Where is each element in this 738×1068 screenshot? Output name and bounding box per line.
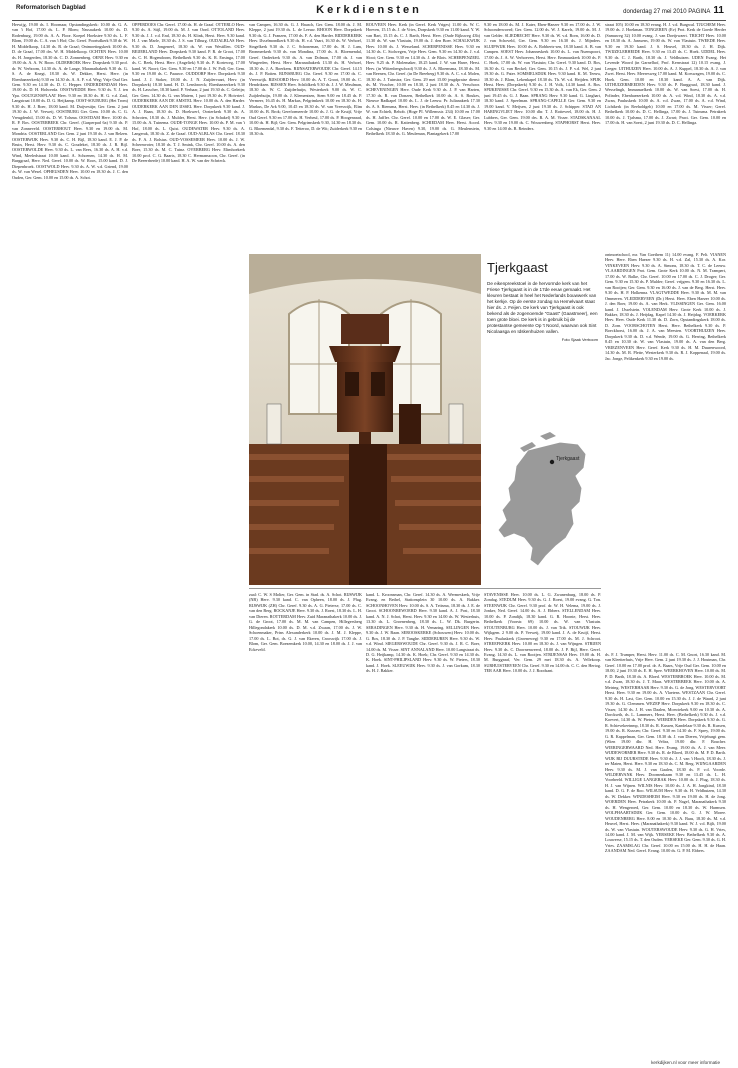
location-marker-icon bbox=[550, 460, 554, 464]
listing-column-3 bbox=[249, 22, 362, 252]
page-number: 11 bbox=[713, 5, 724, 16]
netherlands-map bbox=[486, 388, 596, 583]
listing-text: straat 105) 10.00 en 18.30 evang. H. J. v.d. Burgwal. TJUCHEM Herv. 19.00 ds. J. Hoekman. TONGEREN (Ev) Prot. Kerk de Goede Herder (Samuweg 32) 10.00 evang. J. van Doeijrwaert. TRICHT Herv. 10.00 en 18.30 ds. A. Janssens, 19.00 ds. W. van Vlastuin. TWEEDE Herv. 9.30 en 19.30 kand. J. S. Heuvel, 18.30 ds. J. H. Dijk. TWIJZELERHEIDE Herv. 9.30 en 13.45 ds. C. Hoek. UDDEL Herv. 9.30 ds. C. J. Barth, 18.30 ds. J. Veldhuizen. UDEN Evang. Het Levende Woord (in Garnelhof, Prof. Kernstraat 12) 10.15 evang. J. Leeger. UITHUIZEN Herv. 10.00 ds. A. J. Kuppel, 18.30 ds. A. J. van Zwet. Herst. Herv. Meeresweg 17.00 kand. M. Korswagen, 19.00 ds. C. Hoek. Gem. 10.00 en 18.30 kand. A. A. van Dijk. UITHUIZERMEEDEN Herv. 9.30 ds. P. Burggraaf, 18.30 kand. J. Wesselingh, Immanuelkerk 10.00 ds. W. van Soest, 17.00 ds. H. Polinder, Ebenhaezerkerk 10.00 ds. A. v.d. Wind, 18.30 ds. A. v.d. Zwan, Pauluskerk 10.00 ds. A. v.d. Zwan, 17.00 ds. A. v.d. Wind, Lichtkerk (in Reeholdgeh) 10.00 en 17.00 ds. M. Visser; Geref. Bethelkerk 10.00 ds. D. C. Hellinga, 17.00 ds. J. Tuinsma. Petrakerk 10.00 ds. J. Tjalsma, 17.00 ds. J. Zwart; Pract. Ger. Gem. 10.00 en 17.00 ds. H. van Soest, 2 juni 19.30 ds. D. C. Hellinga. bbox=[605, 22, 726, 126]
listing-column-2 bbox=[132, 22, 245, 1052]
section-divider bbox=[249, 588, 601, 589]
listing-text: ontmoetschool, mr. Van Goethem 11) 14.00 evang. F. Pelt. VIANEN Herv. Herv. Eben Haezer 9.30 ds. H. v.d. Zal, 15.30 ds. A. Kor. VINKEVEEN Herv. 9.30 ds. A. Simons, 18.30 ds. T. C. de Leeuw. VLAARDINGEN Prot. Gem. Grote Kerk 10.00 ds. N. M. Trampert, 17.00 ds. W. Balke, Chr. Geref. 10.00 en 17.00 ds. C. J. Droger; Ger. Gem. 9.30 en 15.30 ds. P. Mulder; Geref. vrijgem. 9.30 en 16.30 ds. L. van Rooijen; Ger. Gem. 9.30 en 16.00 ds. J. van de Berg. Herst. Herv. 9.30 ds. H. P. Holkenna. VLAGTWEDDE Herv. 9.30 ds. M. M. van Ommeren. VLEDDERVEEN (Dr.) Herst. Herv. Eben Haezer 10.00 ds. J. den Boer, 19.00 ds. A. van Herk. VLISSINGEN Ger. Gem. 16.00 kand. J. IJsselstein. VOLENDAM Herv. Grote Kerk 10.00 ds. J. Bakker, 18.30 ds. J. Heijdag, Kapel 14.30 ds. J. Heijdag. VOERKERK Herv. Herv. Oude Kerk 11.30 ds. D. Zorn, Opstandingskerk 18.00 ds. D. Zorn. VOORSCHOTEN Herst. Herv. Bethelkerk 9.30 ds. P. Boeckhorst, 16.00 ds. J. A. van Meesten. VOORTHUIZEN Herv. Dorpskerk 9.30 ds. D. v.d. Wende, 19.00 ds. G. Herring, Bethelkerk 8.45 en 10.30 dr. W. van Vlastuin, 19.00 ds. A. van den Berg. VRIEZENVEEN Herv. Geref. Kerk 9.30 ds. H. M. Duurenwoord, 14.30 ds. M. R. Plette, Westerkerk 9.30 ds. R. J. Koppenaal, 19.00 ds. Jac. Jonge, Pelikenkerk 9.30 en 19.00 ds. bbox=[605, 252, 726, 361]
map-icon bbox=[486, 388, 596, 583]
church-interior-illustration bbox=[249, 254, 481, 585]
listing-text: van Campen, 16.30 ds. G. J. Hausch, Ger. Gem. 18.00 ds. J. M. Kleppe, 2 juni 19.30 ds. L. de Leeuw. RHOON Herv. Dorpskerk 9.30 ds. G. J. Franzen, 17.00 ds. F. A. den Harder. RIDDERKERK Herv. IJsselmondkerk 9.30 ds. H. v.d. Vaart, 16.30 ds. W. Verhoef, Singelkerk 9.30 ds. J. C. Schoneman, 17.00 ds. H. J. Lam, Bronmerkerk 9.30 ds. van Mondina, 17.00 ds. A. Bloemendal, Geref. Onderkerk 9.30 ds. A. van Dolman, 17.00 ds. J. van Wingerden, Herst. Herv. Maranathakerk 13.30 ds. H. Verhoef, 18.30 ds. J. A. Boerkens. RIJNSATERWOUDE Chr. Geref. 14.15 ds. J. P. Boiten. RIJNSBURG Chr. Geref. 9.30 en 17.00 ds. C. Vreeswijk. RIJSOORD Herv. 10.00 ds. A. T. Groot, 19.00 ds. C. Hendriksen. RIJSSEN Herv. Schildkerk 9.30 ds. J. J. W. Meulman, 18.30 ds. W. C. Zuijderhuijn, Westerkerk 9.00 ds. W. C. Zuijderhuijn, 19.00 ds. J. Klementsen, Stem 9.00 en 18.45 ds. P. Vermeer, 16.45 ds. H. Markus, Pelgrimkerk 10.00 en 18.30 ds. H. Markus, De Ark 9.00, 10.45 en 18.30 ds. W. van Vreeswijk, Elim 10.00 ds. B. Brok; Gereformeerde 10.00 ds. J. G. de Kruijf, Vrije Oud Geref. 9.30 en 17.00 ds. H. Verheul, 17.00 ds. P. Hoogenraad, 10.00 ds. H. Bijl; Ger. Gem. Pelgrimskerk 9.30, 14.30 en 18.30 ds. G. Bloemendal, 9.30 ds. F. Tetteroo, D. de Wit; Zuiderkerk 9.30 en 18.30 ds. bbox=[249, 22, 362, 137]
publication-name: Reformatorisch Dagblad bbox=[16, 5, 86, 11]
listing-text: Herwijg, 19.00 ds. I. Hoornaar, Opstandingskerk: 10.00 ds. G. A. van 't Hof, 17.00 ds. L. P. Blom; Nassaukerk 10.00 ds. D. Rodenburg, 19.00 ds. A. A. Floor. Koepel Hoekstee 9.30 ds. L. F. Blom, 19.00 ds. C. A. van 't Hof; Chr. Geref. Poortsdkerk 9.30 dr. W. H. Middelkoop, 14.30 ds. B. de Graaf; Ontmoetingskerk 10.00 ds. D. de Graaf, 17.00 drs. W. H. Middelkoop. OCHTEN Herv. 10.00 ds. H. Jongerden, 18.30 ds. C. D. Zonnenberg. OENE Herv. 9.30 en 19.00 ds. A. A. W. Boon. OLDEBROEK Herv. Dorpskerk 9.30 prof. dr. W. Verboom, 14.30 ds. A. de Lange, Maranathakerk 9.30 ds. G. S. A. de Knegt, 18.30 ds. W. Dekker, Herst. Herv. (in Ebenhaezerkerk) 9.30 en 14.30 ds. A. A. F. v.d. Weg; Vrije Oud Ger. Gem. 9.30 en 14.30 ds. D. C. Hepper. ONDERDENDAM Herv. 19.00 ds. D. H. Holwerda. ONSTWEDDE Herv. 9.30 ds. Y. J. ten Ypu. OOLTGENSPLAAT Herv. 9.30 en 18.30 ds. H. G. v.d. Zaal, Langstraat 10.00 ds. D. G. Heijkamp. OOST-SOUBURG (Het Trom) 9.30 ds. H. J. Boer, 18.00 kand. M. Duijvestijn; Ger. Gem. 2 juni 19.30 ds. J. W. Verweij. OOSTBURG Ger. Gem. 10.00 ds. C. G. Vreugdenhil, 15.00 ds. D. W. Tolsma. OOSTDAM Herv. 10.00 ds. R. P. Bos. OOSTERBEEK Chr. Geref. (Gasperpad 6a) 9.30 ds. P. van Zonneveld. OOSTERHOUT Herv. 9.30 en 19.00 ds. M. Mondria. OOSTERLAND Ger. Gem. 2 juni 19.30 ds. J. van Belzen. OOSTERWIJK Herv. 9.30 ds. C. H. Bijl, 18.30 kand. E. J. P. de Bruin, Herst. Herv. 9.30 ds. C. Goudeket, 18.30 ds. J. R. Bijl. OOSTERWOLDE Herv. 9.30 ds. L. van Rees, 16.30 ds. A. H. v.d. Wind, Meeledstraat 10.00 kand. A. Schoenen, 14.30 ds. H. M. Burggraaf, Herv. Ned. Geref. 10.00 ds. W. Roos, 15.00 kand. D. J. Diepenbroek. OOSTWOLD Herv. 9.30 ds. A. W. v.d. Griend, 19.00 ds. W. van Wesel. OPHEUSDEN Herv. 10.00 en 18.30 ds. J. C. den Ouden, Ger. Gem. 10.00 en 15.00 ds. A. Schot. bbox=[12, 22, 128, 180]
footer-link[interactable]: kerkdijken.nl voor meer informatie bbox=[651, 1060, 720, 1065]
lower-listing-3 bbox=[484, 592, 601, 1052]
photo-credit: Foto Sjaak Verboom bbox=[561, 337, 598, 342]
listing-column-7 bbox=[605, 252, 726, 652]
listing-column-4 bbox=[366, 22, 480, 252]
listing-column-6 bbox=[605, 22, 726, 252]
listing-column-8 bbox=[605, 652, 726, 1052]
listing-text: 9.30 en 18.00 ds. M. J. Kater, Eben-Haezer 9.30 en 17.00 ds. J. W. Schoonderwoerd; Ger. Gem. 12.00 ds. W. J. Karels, 19.00 ds. M. J. van Gelder. SLIEDRECHT Herv. 9.30 ds. W. v.d. Born, 16.00 ds. D. J. van Schoveld, Ger. Gem. 9.30 en 16.30 ds. J. Mijnders. SLUIPWIJK Herv. 10.00 ds. A. Robberts-sen, 18.30 kand. A. B. van Campen. SOEST Herv. Johanneskerk 10.00 ds. L. van Nuenspoort, 17.00 ds. J. A. W. Verhoeven, Herst. Herv. Emmauskerk 10.00 ds. P. C. Hoek, 17.00 ds. W. van Vlastuin; Chr. Geref. 9.30 kand. D. Bos, 16.30 ds. G. van Reckel; Ger. Gem. 10.15 ds. J. P. v.d. Wel, 2 juni 19.30 ds. G. Pater. SOMMELSDIJK Herv. 9.30 kand. K. M. Teeuw, 18.30 ds. J. Blom, Lekenkapel 18.30 ds. Th. W. v.d. Heijden. SPIJK Herst. Herv. (Dorpskerk) 9.30 ds. J. H. Volk, 14.30 kand. A. Bos. SPIJKENISSE Chr. Geref. 9.30 en 15.30 ds. A. van Ek, Ger. Gem. 2 juni 19.45 ds. G. J. Baan. SPRANG Herv. 9.30 kand. G. Linghart, 18.30 kand. J. Speelman. SPRANG-CAPELLE Ger. Gem. 9.30 en 19.00 kand. V. Meijsen, 2 juni 19.30 ds. J. Schipper. STAD AN HARINGVLIET Herv. 10.00 dhr. T. J. Rotteveel, 18.00 ds. H. J. Lubbers, Ger. Gem. 19.00 drs. R. A. M. Visser. STADSKANAAL Herv. 9.30 en 19.00 ds. C. Wouwenberg. STAPHORST Herst. Herv. 9.30 en 14.00 ds. B. Reinders. bbox=[484, 22, 601, 131]
listing-column-5 bbox=[484, 22, 601, 252]
listing-column-1 bbox=[12, 22, 128, 1052]
sidebar-text: De eikenpreekstoel in de hervormde kerk van het Friese Tjerkgaast is in de 17de eeuw gemaakt. Het kleuren bestaat in heel het Nederlands bouwwerk van het kerkje. Op de eerste zondag na Hemelvaart staat hier ds. J. Feijen. De kerk van Tjerkgaast is ook bekend als de zogenoemde "Gaast" (Gaastmeer), een toen grote bloei. De kerk is in gebruik bij de protestantse gemeente Op 't Noord, waarvan ook Sint Nicolaasga en Idskenhuizen vallen. bbox=[487, 281, 598, 334]
page-header bbox=[12, 4, 726, 21]
sidebar-title: Tjerkgaast bbox=[487, 260, 548, 275]
church-interior-photo bbox=[249, 254, 481, 585]
listing-text: kand. L. Kroonsman, Chr. Geref. 14.30 ds. A. Wermeskerk, Vrije Evang. en Bethel, Stationsplein 30 10.00 ds. A. Bakker. SCHOONHOVEN Herv. 10.00 ds. S. A. Teitsma, 18.30 ds. J. E. de Groot. SCHOONREWOERD Herv. 9.30 kand. A. J. Post, 18.30 kand. A. N. J. Schot, Herst. Herv. 9.30 en 14.00 ds. W. Westerhuis, 13.30 ds. L. Groenenberg, 18.30 ds. L. W. Dk. Burgerin. SERADINGEN Herv. 9.30 ds. H. Vemaring. SELLINGEN Herv. 9.30 ds. J. W. Baan. SEROOSKERKE (Schouwen) Herv. 10.00 ds. G. Bos, 18.30 ds. J. P. Tanghe. SIDDEBUREN Herv. 9.30 ds. W. v.d. Wind. SIEGERSWOUDE Chr. Geref. 9.30 ds. J. R. C. Boer, 14.00 ds. M. Visser. SINT ANNALAND Herv. 10.00 Langstraat ds. D. G. Heijkamp, 14.30 ds. K. Hoek; Chr. Geref. 9.30 en 14.30 ds. K. Hoek. SINT-PHILIPSLAND Herv. 9.30 ds. W. Pieters, 18.30 kand. J. Hoek. SLEEUWIJK Herv. 9.30 ds. J. van Gorkum, 18.30 ds. H. J. Bakker. bbox=[366, 592, 480, 674]
listing-text: zaal: C. W. S Molier, Ger. Gem. in Stad. ds. A. Schot. RIJSWIJK (NB) Herv. 9.30 kand. C. van Opheen, 18.00 ds. J. Plug. RIJSWIJK (ZH) Chr. Geref. 9.30 ds. A. G. Pieterse, 17.00 ds. C. van den Berg. ROCKANJE Herv. 9.30 ds. J. Roest, 18.30 ds. L. H. van Dieren. ROTTERDAM Herv. Zuid Maranathakerk 10.00 ds. J. G. de Groot, 17.00 ds. M. M. van Campen, Hillegersberg Hillegondakerk 10.00 ds. D. M. v.d. Zwaan, 17.00 ds. J. W. Schoenmaker, Prins Alexanderkerk 10.00 ds. J. M. J. Kleppe, 17.00 ds. L. Bot, ds. G. J. van Ekeren, Crooswijk 17.00 ds. J. Blom, Ger. Gem. Boezemkerk 10.00, 14.30 en 18.00 ds. J. J. van Eckeveld. bbox=[249, 592, 362, 652]
page-footer bbox=[12, 1055, 726, 1065]
section-title: Kerkdiensten bbox=[316, 4, 422, 16]
sidebar-caption bbox=[484, 254, 601, 384]
listing-text: ROUVEEN Herv. Kerk (in Geref. Kerk Vriges) 11.00 ds. W. C. Hoeven, 15.15 ds. J. de Vries, Dorpskerk 9.30 en 11.00 kand. Y. W. van Bart, 15.15 ds. C. J. Barth, Herst. Herv. (Oude Rijksweg 43b) 11.30 ds. W. van Vlastuin, 19.00 ds. J. den Boer. SCHALKWIJK Herv. 10.00 ds. J. Wesseland. SCHERPENISSE Herv. 9.30 en 14.30 ds. C. Stolwegen, Vrije Herv. Gem. 9.30 en 14.30 ds. J. v.d. Slooi; Ger. Gem. 9.30 en 14.30 ds. J. de Blois. SCHERPENZEEL Herv. 9.25 ds. P. Molemaker, 18.25 kand. J. W. van Harre, Herst. Herv. (in Wittenbergschool) 9.30 ds. J. A. Bloemsma, 18.30 ds. M. van Reenen, Chr. Geref. (in De Breeberg) 9.30 ds. A. C. v.d. Molen, 18.30 ds. J. Tuinstra; Ger. Gem. 29 mei 15.00 jeugdpraise dienst: ds. M. Visscher, 10.00 en 18.30, 2 juni 18.30 ds. A. Verschoor. SCHEVENINGEN Herv. Oude Kerk 9.30 ds. J. P. van Harten, 17.30 ds. R. van Donzen, Bethelkerk 10.00 ds. A. S. Boukes, Nieuwe Badkapel 10.00 ds. L. J. de Leeuw. Pr. Julianakerk 17.30 ds. A. S. Riensma, Herst. Herv. (in Bethelkerk) 8.45 en 14.30 ds. J. W. van Echtelt, Rehob. (Hoge PI. Willemsstr. 234) 10.00 en 17.00 ds. H. Jaffler. Chr. Geref. 10.00 en 17.00 ds. W. E. Glaser; Ger. Gem. 10.00 ds. R. Kattenberg. SCHIEDAM Herv. Herst. Acord. Colsinga (Nieuwe Haven) 9.30, 19.00 ds. G. Meulenstein, Bethelkerk 18.30 ds. G. Meuleman, Plantagekerk 17.00 bbox=[366, 22, 480, 137]
map-label: Tjerkgaast bbox=[556, 456, 580, 462]
listing-text: STAVENISSE Herv. 10.00 ds. L. G. Zwanenburg, 18.00 ds. P. Zondag. STEDUM Herv. 9.30 ds. G. J. Roest, 19.00 evang. G. Ton. STEENWIJK Chr. Geref. 9.30 prof. dr. W. H. Velema, 19.00 ds. J. Jonker, Ned. Geref. 14.00 ds. A. J. Ebbers. STELLENDAM Herv. 10.00 ds. P. Zondijk, 18.30 kand. G. R. Hoonte, Herst. Herv. Bethelkerk (Voorstr. 69) 10.00 ds. W. van Vlastuin. STOUTENBURG Herv. 10.00 ds. J. van Trik. STOUWIJK Herv. Wijkgem. 2 9.00 ds. P. Verweij, 19.00 kand. J. A. de Kruijf, Herst. Herv. Pauluskerk (Groeneweg) 9.30 en 17.00 ds. M. J. Schroot. STREEFKERK Herv. 10.00 en 18.30 ds. J. van Wijngen. STRIJEN Herv. 9.30 ds. C. Doornenweerd, 18.00 ds. J. P. Bijl, Herv. Geref. Evang. 14.30 ds. L. van Rooijen. STRIJENSAS Herv. 19.00 ds. H. M. Burggraaf, Ver. Gem. 29 mei 18.30 ds. A. Vellekoop. SURHUISTERVEEN Chr. Geref. 9.30 en 14.00 ds. C. C. den Hertog. TER AAR Herv. 10.00 ds. J. J. Roodsant. bbox=[484, 592, 601, 674]
lower-listing-2 bbox=[366, 592, 480, 1052]
listing-text: OPPERDOES Chr. Geref. 17.00 ds. H. de Graaf. OTTERLO Herv. 9.30 ds. A. Stijl, 19.00 ds. M. J. van Oord. OTTOLAND Herv. 9.30 ds. J. J. v.d. End, 18.30 ds. H. Klink, Herst. Herv. 9.30 kand. H. J. van Marle, 18.30 ds. J. S. van Tilburg. OUDALBLAS Herv. 9.30 ds. D. Jongeneel, 18.30 ds. W. van Westillen. OUD-BEIJERLAND Herv. Dorpskerk 9.30 kand. P. R. de Groot, 17.00 ds. C. H. Hogendoorn, Bethelkerk 9.30 ds. K. R. Ensinga, 17.00 ds. C. Beek, Herst. Herv. (Angeliek) 9.30 ds. P. Korteweg, 17.00 kand. W. Noort; Ger. Gem. 9.30 en 17.00 dr. J. W. Poll; Ger. Gem. 9.30 en 19.00 ds. C. Paauwe. OUDDORP Herv. Dorpskerk 9.30 kand. J. J. Stoker, 18.00 ds. J. N. Zuijdervaart, Herv. (in Dorpskerk) 18.30 kand. H. D. Lensbroeck; Ebenhaezerkerk 9.30 ds. H. Lasscher, 18.30 kand. P. Verhaar, 2 juni 19.30 ds. C. Geleijn; Ger. Gem. 14.30 ds. G. van Matern, 1 juni 19.30 ds. P. Hoivrierf. OUDERKERK AAN DE AMSTEL Herv. 10.00 ds. A. den Harder. OUDERKERK AAN DEN IJSSEL Herv. Dorpskerk 9.30 kand. J. A. J. Baan, 18.30 ds. D. Hoekwerf, Oosterkerk 9.30 ds. A. Schroten, 18.30 ds. J. Mulder, Herst. Herv. (in Schakel) 9.30 en 15.00 ds. A. Tuinema. OUDE-TONGE Herv. 10.00 ds. P. M. van 't Hof, 18.00 ds. L. Quist. OUDEWATER Herv. 9.30 ds. A. Langerak, 18.30 ds. Z. de Graaf. OUD-ALBLAS Chr. Geref. 18.30 ds. F. A. J. Bolsius. OUD-VOSSEMEER Herv. 10.00 ds. J. W. Schermvoter, 18.30 ds. T. J. Smink, Chr. Geref. 10.00 ds. A. den Boer, 15.30 ds. M. C. Tuinz. OVERBERG Herv. Elimhoekerk 10.00 prof. C. G. Baarts, 18.30 C. Hermanszoon, Chr. Geref. (in De Beeerrherde) 10.00 kand. H. A. W. van der Schrieck. bbox=[132, 22, 245, 164]
listing-text: ds. F. J. Trumper, Herst. Herv. 11.00 ds. C. M. Gnort, 16.30 kand. M. van Kleeiterhuis, Vrije Herv. Gem. 2 juni 19.30 ds. J. J. Houtman, Chr. Geref. 10.00 en 17.00 prof. dr. A. Baars, Vrije Oud Ger. Gem. 10.00 en 18.00, 2 juni 19.30 ds. E. H. Spee. WEERKHOVEN Herv. 10.00 ds. M. P. D. Barth, 18.30 ds. A. Bloed. WESTERBROEK Herv. 10.00 ds. M. v.d. Zwan, 18.30 ds. J. T. Maas. WESTERBEEK Herv. 10.00 ds. A. Meiring. WESTERHAAR Herv. 9.30 ds. G. de Jong. WESTERVOORT Herst. Herv. 9.30 en 19.00 ds. A. Vlaetens. WESTZAAN Chr. Geref. 9.30 ds. H. Last, Ger. Gem. 10.00 en 15.30 ds. J. J. de Waard, 2 juni 19.30 ds. G. Clemmen. WEZEP Herv. Dorpskerk 9.30 en 18.30 ds. C. Visser, 14.30 ds. J. H. van Daalen, Morwiekerk 9.00 en 10.30 ds. A. Dorckseth, ds. L. Lammers, Herst. Herv. (Bethelkerk) 9.30 ds. J. v.d. Koevert, 14.30 ds. W. Pieters. WIERDEN Herv. Dorpskerk 9.30 ds. G. R. Schievekeetnmp, 18.30 ds. R. Kussen, Kandelaar 9.30 ds. R. Kussen, 19.00 ds. R. Kussen; Chr. Geref. 9.30 en 14.30 ds. F. Sprey, 19.00 ds. G. R. Kappelman, Ger. Gem. 18.30 ds. J. van Dieren, Vrijeburgt gem. (Wien 19.00 dhr. H. Veltra, 19.00 dhr. F. Boucher. WIERINGERWAARD Ned. Herv. Evang. 19.00 ds. A. J. van Meer. WIJDEWORMER Herv. 9.30 ds. R. de Bloed, 18.00 ds. M. P. D. Barth. WIJK BIJ DUURSTEDE Herv. 9.30 ds. J. J. van 't Hooft, 18.30 ds. J. ter Maten, Herst. Herv. 9.30 en 18.30 ds. C. M. Berg. WIJNGAARDEN Herv. 9.30 ds. M. J. van Gaalen, 18.30 ds. P. v.d. Voorde. WILDERVANK Herv. Doornenkaam 9.30 en 13.45 ds. L. H. Voorbeeld. WILLIGE LANGERAK Herv. 10.00 ds. J. Plug, 18.30 ds. H. J. van Wijnen. WILNIS Herv. 10.00 ds. J. A. H. Jongkind, 18.30 kand. D. G. F. de Roo. WILSUM Herv. 9.30 ds. H. Veldhuizen, 14.30 ds. W. Dekker. WINDESHEIM Herv. 9.30 en 19.00 ds. H. de Jong. WOERDEN Herv. Petrakerk 10.00 ds. P. Nagel, Maranathakerk 9.30 ds. H. Wengeroed, Ger. Gem. 10.00 en 18.30 ds. W. Harmsen. WOLPHAARTSDIJK Ger. Gem. 10.00 ds. G. J. W. Moree. WOUDENBERG Herv. 8.00 en 10.30 ds. A. Baas, 18.30 ds. M. v.d. Heuvel, Herst. Herv. (Maranathakerk) 9.30 kand. W. J. v.d. Bijlt, 19.00 ds. W. van Vlastuin. WOUTERSWOUDE Herv. 9.30 ds. G. H. Vries, 14.00 kand. J. M. van Wijk. YERSEKE Herv. Bethelkerk 9.30 ds. A. Louwerse, 15.15 ds. T. den Ouden. YERSEKE Ger. Gem. 9.30 ds. G. H. Vries. ZAAMSLAG Chr. Geref. 10.00 en 15.00 ds. H. H. de Haan. ZAANDAM Ned. Geref. Evang. 10.00 ds. G. P. M. Ebbers. bbox=[605, 652, 726, 854]
lower-listing-1 bbox=[249, 592, 362, 1052]
page-date: donderdag 27 mei 2010 PAGINA 11 bbox=[623, 5, 724, 16]
